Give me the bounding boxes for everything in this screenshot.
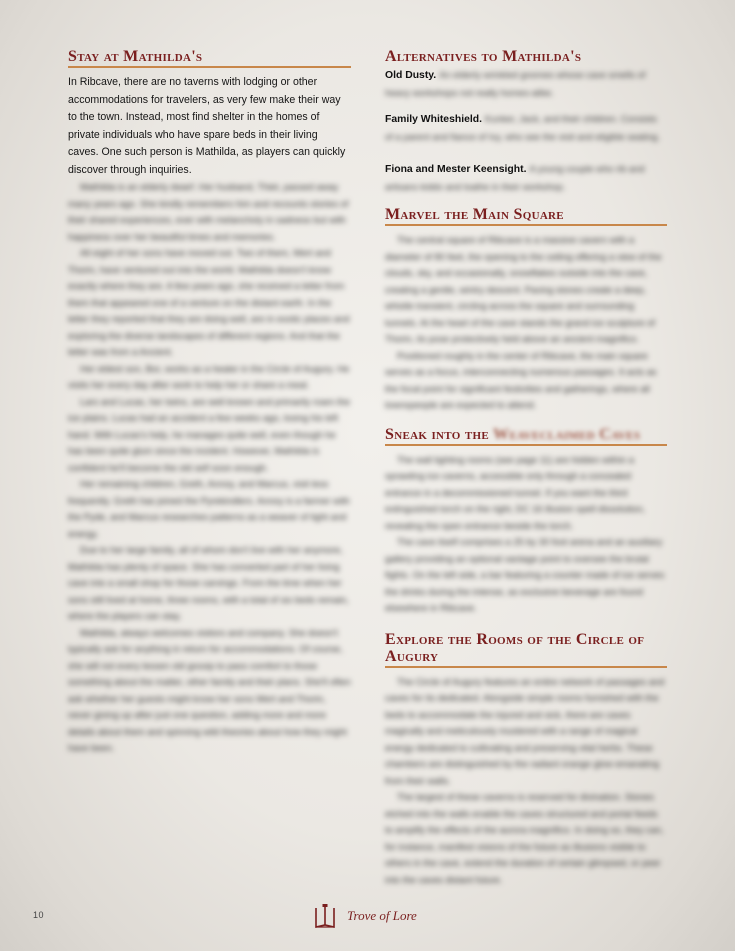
intro-paragraph: In Ribcave, there are no taverns with lodging or other accommodations for travelers, as very few make their way to the town. Instead, most find shelter in the homes of private individuals who have spare beds in their living caves. One such person is Mathilda, as players can quickly discover through inquiries. <box>68 76 346 176</box>
blurred-body-text: The wall lighting rooms (see page 11) are hidden within a sprawling ice caverns, accessible only through a concealed entrance in a decommissioned tunnel. If you want the third extinguished torch on the right, DC 16 illusion spell dissolution, revealing the open entrance beside the torch. The cave itself comprises a 25 by 30 foot arena and an auxiliary gallery providing an optional vantage point to oversee the brutal fights. On the left side, a bar featuring a counter made of ice serves the drinks during the intense, as exclusive beverage are found elsewhere in Ribcave. <box>385 453 665 613</box>
alt-item-fiona-mester <box>385 160 667 196</box>
page-number: 10 <box>33 910 45 920</box>
right-column <box>385 48 667 888</box>
section-title-explore: Explore the Rooms of the Circle of Augury <box>385 631 667 668</box>
section-title-stay: Stay at Mathilda's <box>68 48 351 68</box>
sneak-title-visible: Sneak into the <box>385 425 490 443</box>
sneak-title-blurred: Weaveclaimed Caves <box>493 425 641 443</box>
footer-logo <box>313 903 417 929</box>
alt-item-term: Fiona and Mester Keensight. <box>385 164 527 175</box>
section-title-marvel: Marvel the Main Square <box>385 206 667 226</box>
alt-item-term: Family Whiteshield. <box>385 114 482 125</box>
blurred-body-text: Mathilda is an elderly dwarf. Her husband, Thiet, passed away many years ago. She kindly remembers him and recounts stories of their shared experiences, ever with melancholy in sadness but with happiness over her beautiful times and memories. All eight of her sons have moved out. Two of them, Wert and Thorin, have ventured out into the world. Mathilda doesn't know exactly where they are. A few years ago, she received a letter from them that appeared one of a venture on the distant earth. In the letter they reported that they are doing well, are in exotic places and exploring the diverse landscapes of different regions. And that the letter was from a Ancient. Her eldest son, Bor, works as a healer in the Circle of Augury. He visits her every day after work to help her or share a meal. Lars and Lucas, her twins, are well known and primarily roam the ice plains. Lucas had an accident a few weeks ago, losing his left hand. With Lucas's help, he manages quite well, even though he has been quite glum since the incident. However, Mathilda is confident he'll become the old self soon enough. Her remaining children, Greth, Annoy, and Marcus, visit less frequently. Greth has joined the Pyrekindlers. Annoy is a farmer with the Pyde, and Marcus researches patterns as a weaver of light and energy. Due to her large family, all of whom don't live with her anymore, Mathilda has plenty of space. She has converted part of her living cave into a small shop for those carvings. From the time when her sons still lived at home, three rooms, with a total of six beds remain, where the players can stay. Mathilda, always welcomes visitors and company. She doesn't typically ask for anything in return for accommodations. Of course, she will not every lessen old gossip to pass comfort to those something about the matter, other family and their plans. She'll often ask whether her guests might know her sons Wert and Thorin, never giving up after just one question, adding more and more details about them and spinning wild theories about how they might have been. <box>68 181 351 753</box>
alt-item-desc: An elderly wrinkled gnomes whose cave smells of heavy workshops not really homes-alike. <box>385 69 646 98</box>
blurred-body-text: The Circle of Augury features an entire network of passages and caves for its dedicated. Alongside simple rooms furnished with the beds to accommodate the injured and sick, there are caves magically and meticulously mustered with a range of magical energy dedicated to cultivating and preserving vital herbs. These chambers are distinguished by the radiant orange glow emanating from their walls. The largest of these caverns is reserved for divination. Stones etched into the walls enable the caves structured and portal feeds to amplify the effects of the aurora magnifico. In doing so, they can, for instance, manifest visions of the future as illusions visible to others in the cave, extend the duration of certain glimpsed, or peer into the caves distant future. <box>385 675 665 885</box>
blurred-body-text: The central square of Ribcave is a massive cavern with a diameter of 80 feet, the opening to the ceiling offering a view of the clouds, sky, and occasionally, snowflakes outside into the cave, creating a gentle, wintry descent. Paving stones create a deep, whistle transient, circling across the square and surrounding tunnels. At the heart of the cave stands the grand ice sculpture of Thorin, its pose protectively held above an ancient magnifico. Positioned roughly in the center of Ribcave, the main square serves as a focus, interconnecting numerous passages. It acts as the focal point for significant festivities and gatherings, where all townspeople are expected to attend. <box>385 234 662 410</box>
book-logo-icon <box>313 903 337 929</box>
footer-brand: Trove of Lore <box>347 908 417 923</box>
alt-item-family-whiteshield <box>385 110 667 146</box>
section-title-alternatives: Alternatives to Mathilda's <box>385 48 582 65</box>
alt-item-old-dusty <box>385 66 667 102</box>
section-title-sneak <box>385 426 667 446</box>
alt-item-desc: Kunker, Jack, and their children. Consists of a parent and fiance of Ivy, who see the visit and eligible seating. <box>385 113 660 142</box>
left-column <box>68 48 351 757</box>
alt-item-term: Old Dusty. <box>385 70 437 81</box>
alt-item-desc: A young couple who rib and artisans kiddo and loathe in their workshop. <box>385 163 645 192</box>
